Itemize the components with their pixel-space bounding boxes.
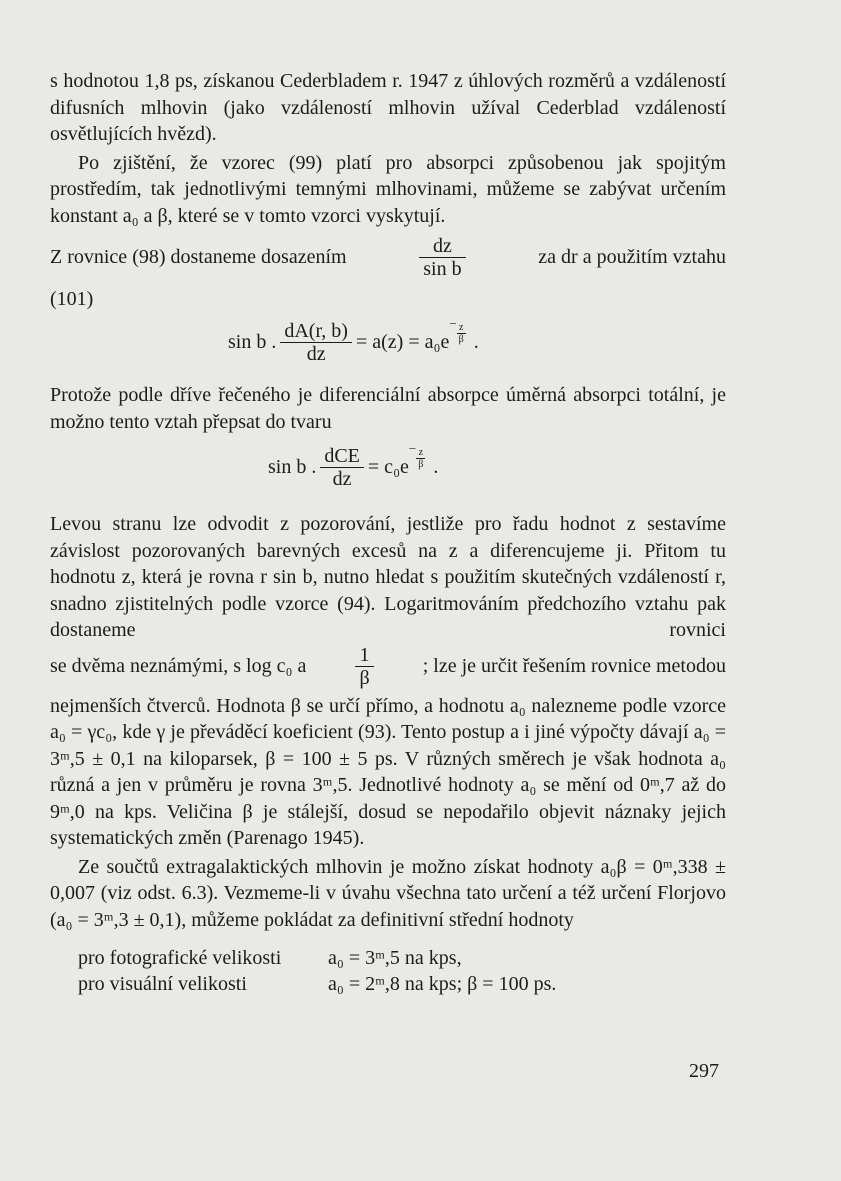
paragraph-3-end: za dr a použitím vztahu xyxy=(538,246,726,269)
eq1-numerator: dA(r, b) xyxy=(280,320,352,343)
equation-2 xyxy=(50,435,726,501)
paragraph-1: s hodnotou 1,8 ps, získanou Cederbladem r. 1947 z úhlových rozměrů a vzdáleností difusních mlhovin (jako vzdáleností mlhovin užíval Cederblad vzdáleností osvětlujících hvězd). xyxy=(50,70,726,145)
eq2-right: = c₀e xyxy=(367,456,409,478)
paragraph-4: Protože podle dříve řečeného je diferenciální absorpce úměrná absorpci totální, je možno tento vztah přepsat do tvaru xyxy=(50,384,726,433)
paragraph-3 xyxy=(50,235,726,280)
definition-value: a₀ = 2ᵐ,8 na kps; β = 100 ps. xyxy=(328,973,557,995)
eq2-numerator: dCE xyxy=(320,445,364,468)
fraction-one-beta xyxy=(355,644,373,689)
eq1-left: sin b . xyxy=(228,331,277,353)
paragraph-3-start: Z rovnice (98) dostaneme dosazením xyxy=(50,246,347,269)
eq2-denominator: dz xyxy=(332,468,352,490)
paragraph-5-tail: ; lze je určit řešením rovnice metodou xyxy=(422,654,726,677)
equation-101-body xyxy=(228,316,479,365)
equation-2-body xyxy=(268,441,439,490)
paragraph-6: Ze součtů extragalaktických mlhovin je možno získat hodnoty a₀β = 0ᵐ,338 ± 0,007 (viz odst. 6.3). Vezmeme-li v úvahu všechna tato určení a též určení Florjovo (a₀ = 3ᵐ,3 ± 0,1), můžeme pokládat za definitivní střední hodnoty xyxy=(50,855,726,931)
definition-label: pro visuální velikosti xyxy=(78,973,247,995)
equation-label: (101) xyxy=(50,288,94,310)
fraction-beta: β xyxy=(359,666,370,689)
definition-row-photographic xyxy=(50,945,726,971)
definitive-values xyxy=(50,945,726,997)
eq2-fraction xyxy=(320,445,364,490)
eq2-exp-den: β xyxy=(418,459,424,470)
eq1-exp-num: z xyxy=(457,322,466,334)
paragraph-2: Po zjištění, že vzorec (99) platí pro absorpci způsobenou jak spojitým prostředím, tak jednotlivými temnými mlhovinami, můžeme se zabývat určením konstant a₀ a β, které se v tomto vzorci vyskytují. xyxy=(50,151,726,227)
fraction-one: 1 xyxy=(355,644,373,667)
eq1-exponent xyxy=(457,322,466,345)
definition-label: pro fotografické velikosti xyxy=(78,947,282,969)
eq1-fraction xyxy=(280,320,352,365)
fraction-dz-sinb xyxy=(419,235,465,280)
eq2-exp-sign: − xyxy=(408,441,417,456)
eq1-exp-sign: − xyxy=(449,316,457,331)
paragraph-5-formula-line xyxy=(50,644,726,689)
eq1-exp-den: β xyxy=(458,334,464,345)
eq2-exp-num: z xyxy=(416,447,425,459)
paragraph-5-mid: se dvěma neznámými, s log c₀ a xyxy=(50,654,307,677)
page-number: 297 xyxy=(689,1060,719,1082)
paragraph-5-continued: nejmenších čtverců. Hodnota β se určí přímo, a hodnotu a₀ nalezneme podle vzorce a₀ = γc₀, kde γ je převáděcí koeficient (93). Tento postup a i jiné výpočty dávají a₀ = 3ᵐ,5 ± 0,1 na kiloparsek, β = 100 ± 5 ps. V různých směrech je však hodnota a₀ různá a jen v průměru je rovna 3ᵐ,5. Jednotlivé hodnoty a₀ se mění od 0ᵐ,7 až do 9ᵐ,0 na kps. Veličina β je stálejší, dosud se nepodařilo objevit náznaky jejich systematických změn (Parenago 1945). xyxy=(50,694,726,849)
eq1-right: = a(z) = a₀e xyxy=(355,331,450,353)
equation-101 xyxy=(50,280,726,370)
fraction-numerator: dz xyxy=(419,235,465,258)
eq2-end: . xyxy=(433,456,439,478)
eq2-left: sin b . xyxy=(268,456,317,478)
eq2-exponent xyxy=(416,447,425,470)
eq1-denominator: dz xyxy=(306,343,326,365)
text-block xyxy=(50,68,726,997)
paragraph-5: Levou stranu lze odvodit z pozorování, jestliže pro řadu hodnot z sestavíme závislost pozorovaných barevných excesů na z a diferencujeme ji. Přitom tu hodnotu z, která je rovna r sin b, nutno hledat s použitím skutečných vzdáleností r, snadno zjistitelných podle vzorce (94). Logaritmováním předchozího vztahu pak dostaneme rovnici xyxy=(50,513,726,641)
definition-value: a₀ = 3ᵐ,5 na kps, xyxy=(328,947,462,969)
eq1-end: . xyxy=(473,331,479,353)
definition-row-visual xyxy=(50,971,726,997)
fraction-denominator: sin b xyxy=(423,258,462,280)
